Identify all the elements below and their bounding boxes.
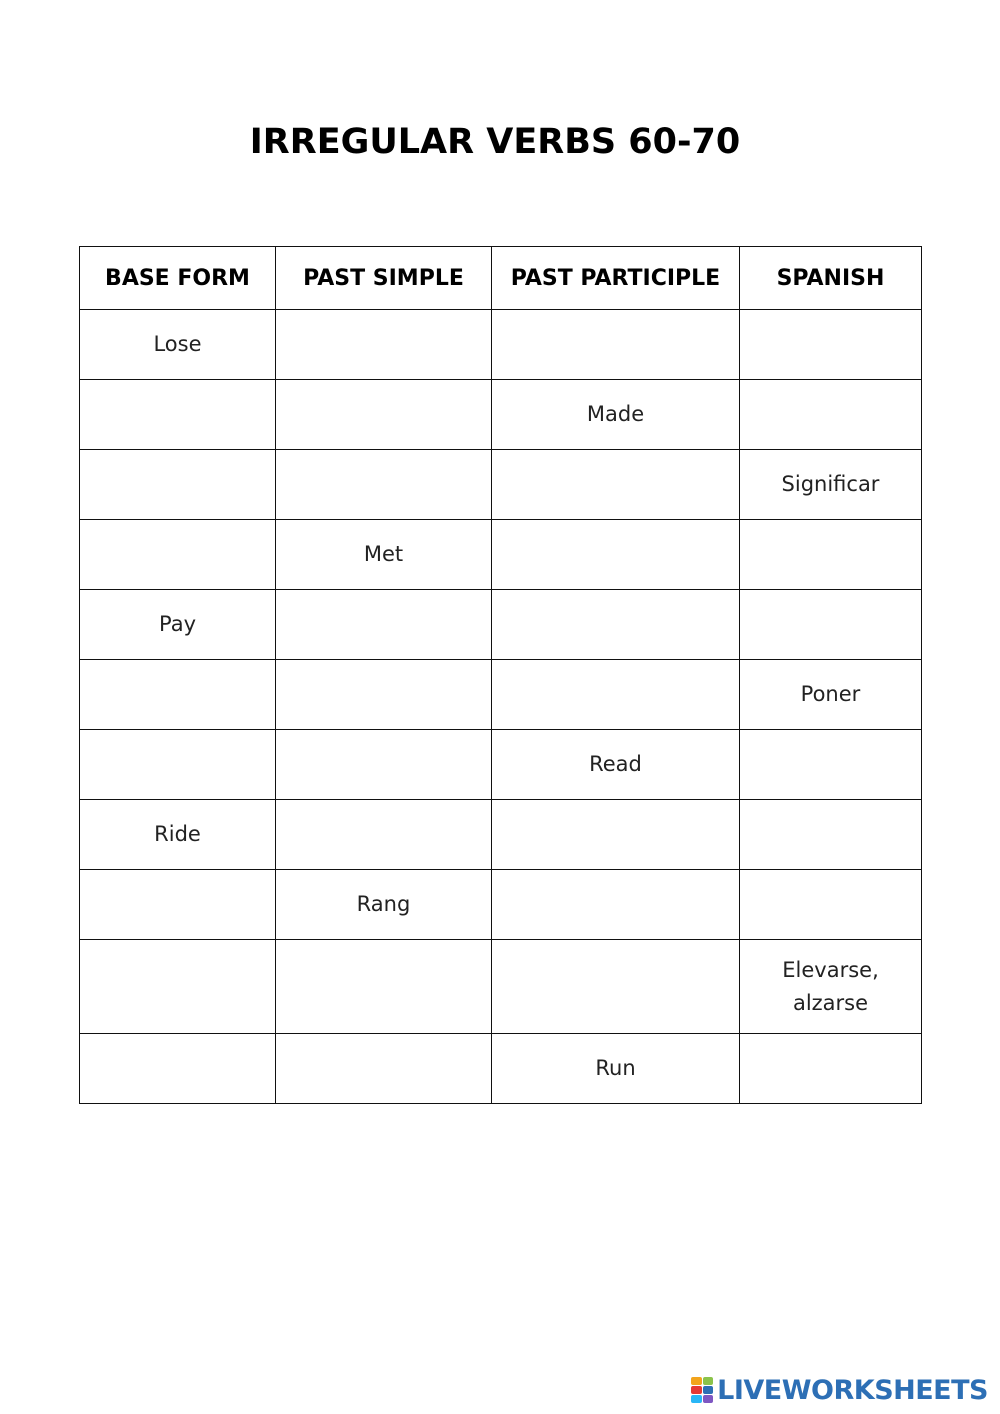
header-past-simple: PAST SIMPLE — [276, 247, 492, 310]
logo-text: LIVEWORKSHEETS — [717, 1374, 988, 1406]
page-title: IRREGULAR VERBS 60-70 — [249, 122, 741, 162]
cell-past-participle: Made — [492, 380, 740, 450]
cell-past-participle[interactable] — [492, 870, 740, 940]
cell-past-participle: Run — [492, 1034, 740, 1104]
cell-past-simple: Rang — [276, 870, 492, 940]
table-row — [80, 520, 922, 590]
cell-past-simple[interactable] — [276, 450, 492, 520]
table-row — [80, 730, 922, 800]
header-base-form: BASE FORM — [80, 247, 276, 310]
header-past-participle: PAST PARTICIPLE — [492, 247, 740, 310]
cell-spanish[interactable] — [740, 800, 922, 870]
cell-base-form[interactable] — [80, 660, 276, 730]
logo-square — [691, 1377, 702, 1385]
cell-spanish[interactable] — [740, 1034, 922, 1104]
cell-base-form[interactable] — [80, 450, 276, 520]
cell-past-simple[interactable] — [276, 1034, 492, 1104]
cell-past-participle[interactable] — [492, 520, 740, 590]
table-row — [80, 590, 922, 660]
verbs-table — [79, 246, 922, 1104]
logo-square — [703, 1395, 714, 1403]
cell-past-simple[interactable] — [276, 380, 492, 450]
table-row — [80, 380, 922, 450]
logo-square — [691, 1386, 702, 1394]
table-row — [80, 940, 922, 1034]
table-row — [80, 450, 922, 520]
table-row — [80, 310, 922, 380]
cell-past-simple[interactable] — [276, 800, 492, 870]
table-header-row — [80, 247, 922, 310]
cell-spanish[interactable] — [740, 730, 922, 800]
cell-base-form[interactable] — [80, 380, 276, 450]
cell-past-simple[interactable] — [276, 940, 492, 1034]
cell-past-participle: Read — [492, 730, 740, 800]
liveworksheets-logo-icon — [691, 1377, 713, 1403]
cell-base-form: Lose — [80, 310, 276, 380]
logo-square — [703, 1377, 714, 1385]
table-row — [80, 660, 922, 730]
cell-past-simple[interactable] — [276, 590, 492, 660]
cell-base-form[interactable] — [80, 1034, 276, 1104]
cell-spanish: Significar — [740, 450, 922, 520]
table-row — [80, 870, 922, 940]
logo-square — [691, 1395, 702, 1403]
cell-past-participle[interactable] — [492, 310, 740, 380]
cell-past-simple[interactable] — [276, 310, 492, 380]
cell-spanish[interactable] — [740, 380, 922, 450]
cell-base-form[interactable] — [80, 870, 276, 940]
cell-spanish[interactable] — [740, 520, 922, 590]
logo-square — [703, 1386, 714, 1394]
cell-spanish[interactable] — [740, 590, 922, 660]
cell-past-participle[interactable] — [492, 450, 740, 520]
cell-spanish[interactable] — [740, 310, 922, 380]
liveworksheets-logo[interactable] — [691, 1372, 988, 1408]
cell-base-form[interactable] — [80, 730, 276, 800]
cell-past-participle[interactable] — [492, 940, 740, 1034]
header-spanish: SPANISH — [740, 247, 922, 310]
cell-past-simple: Met — [276, 520, 492, 590]
cell-base-form[interactable] — [80, 940, 276, 1034]
cell-base-form[interactable] — [80, 520, 276, 590]
cell-past-participle[interactable] — [492, 660, 740, 730]
cell-past-simple[interactable] — [276, 730, 492, 800]
cell-past-participle[interactable] — [492, 800, 740, 870]
cell-spanish: Poner — [740, 660, 922, 730]
cell-spanish[interactable] — [740, 870, 922, 940]
cell-past-simple[interactable] — [276, 660, 492, 730]
cell-past-participle[interactable] — [492, 590, 740, 660]
table-row — [80, 1034, 922, 1104]
table-row — [80, 800, 922, 870]
cell-base-form: Pay — [80, 590, 276, 660]
cell-spanish: Elevarse, alzarse — [740, 940, 922, 1034]
cell-base-form: Ride — [80, 800, 276, 870]
